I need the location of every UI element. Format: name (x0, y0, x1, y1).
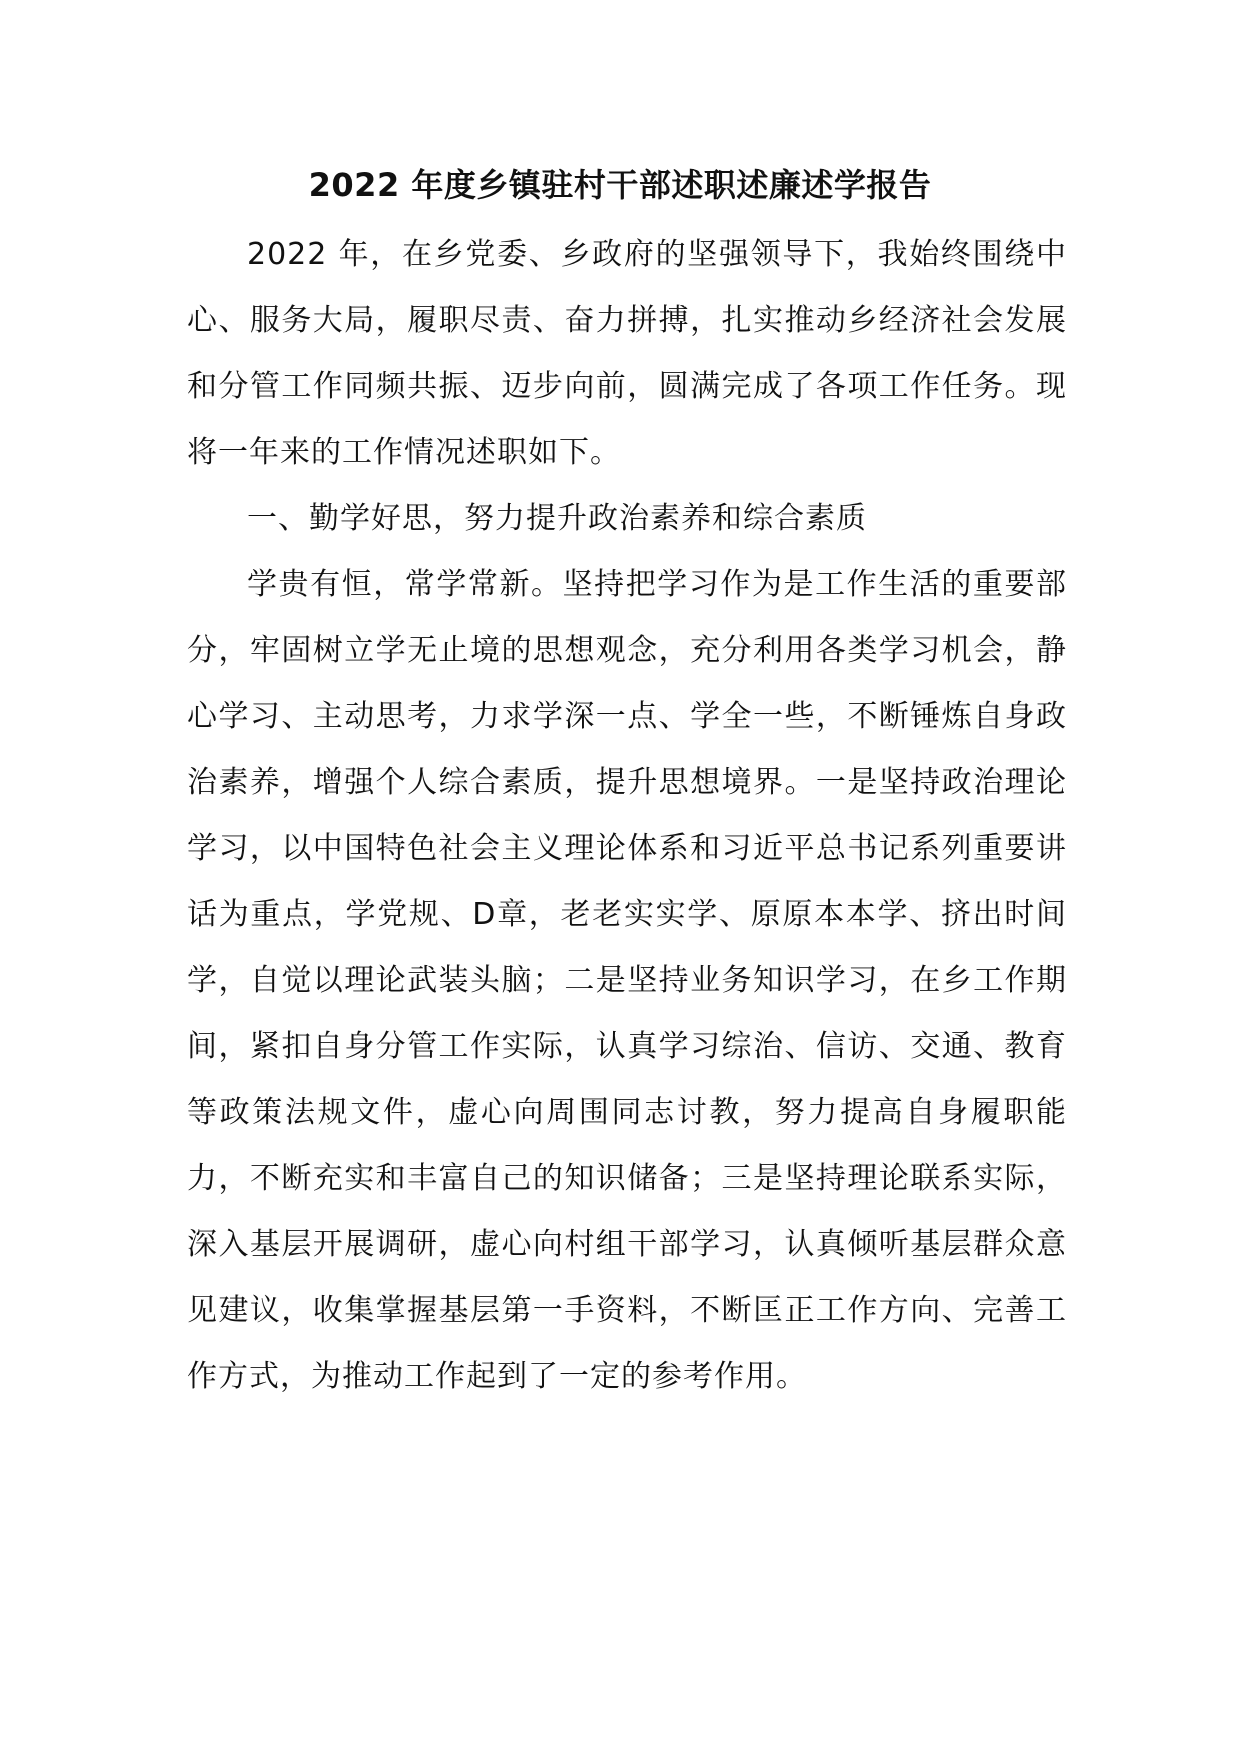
paragraph-intro: 2022 年，在乡党委、乡政府的坚强领导下，我始终围绕中心、服务大局，履职尽责、奋力拼搏，扎实推动乡经济社会发展和分管工作同频共振、迈步向前，圆满完成了各项工作任务。现将一年来的工作情况述职如下。 (187, 237, 1067, 470)
paragraph-study: 学贵有恒，常学常新。坚持把学习作为是工作生活的重要部分，牢固树立学无止境的思想观念，充分利用各类学习机会，静心学习、主动思考，力求学深一点、学全一些，不断锤炼自身政治素养，增强个人综合素质，提升思想境界。一是坚持政治理论学习，以中国特色社会主义理论体系和习近平总书记系列重要讲话为重点，学党规、D章，老老实实学、原原本本学、挤出时间学，自觉以理论武装头脑；二是坚持业务知识学习，在乡工作期间，紧扣自身分管工作实际，认真学习综治、信访、交通、教育等政策法规文件，虚心向周围同志讨教，努力提高自身履职能力，不断充实和丰富自己的知识储备；三是坚持理论联系实际，深入基层开展调研，虚心向村组干部学习，认真倾听基层群众意见建议，收集掌握基层第一手资料，不断匡正工作方向、完善工作方式，为推动工作起到了一定的参考作用。 (187, 567, 1067, 1394)
section-heading-1: 一、勤学好思，努力提升政治素养和综合素质 (247, 501, 867, 536)
document-title: 2022 年度乡镇驻村干部述职述廉述学报告 (308, 166, 932, 204)
document-body (187, 222, 1067, 1410)
